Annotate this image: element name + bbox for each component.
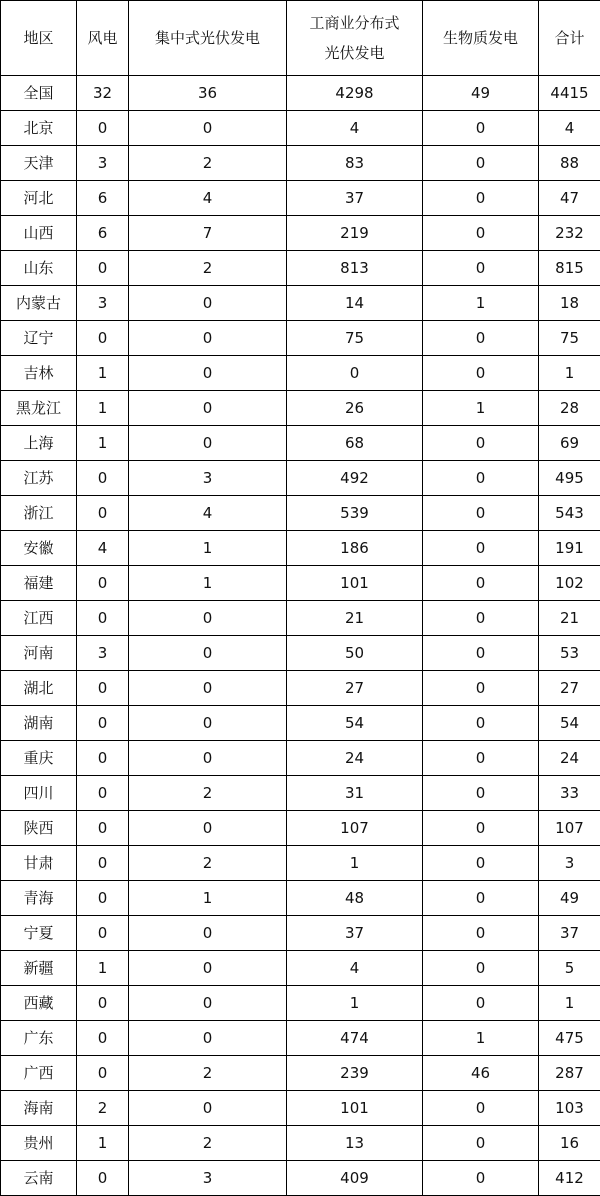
cell-wind: 0 — [77, 461, 129, 496]
table-row — [1, 741, 600, 776]
cell-total: 24 — [539, 741, 600, 776]
cell-distributed-pv: 54 — [287, 706, 423, 741]
table-header — [1, 1, 600, 76]
cell-distributed-pv: 14 — [287, 286, 423, 321]
table-row — [1, 601, 600, 636]
cell-distributed-pv: 1 — [287, 986, 423, 1021]
cell-distributed-pv: 37 — [287, 181, 423, 216]
cell-region: 全国 — [1, 76, 77, 111]
cell-distributed-pv: 75 — [287, 321, 423, 356]
cell-biomass: 0 — [423, 811, 539, 846]
cell-central-pv: 0 — [129, 426, 287, 461]
cell-central-pv: 2 — [129, 251, 287, 286]
cell-biomass: 0 — [423, 566, 539, 601]
cell-biomass: 0 — [423, 496, 539, 531]
cell-wind: 0 — [77, 741, 129, 776]
cell-total: 232 — [539, 216, 600, 251]
cell-total: 21 — [539, 601, 600, 636]
cell-total: 69 — [539, 426, 600, 461]
cell-total: 495 — [539, 461, 600, 496]
cell-total: 47 — [539, 181, 600, 216]
table-row — [1, 671, 600, 706]
table-row — [1, 496, 600, 531]
cell-wind: 0 — [77, 846, 129, 881]
cell-wind: 1 — [77, 951, 129, 986]
cell-biomass: 0 — [423, 531, 539, 566]
cell-wind: 0 — [77, 251, 129, 286]
cell-biomass: 0 — [423, 741, 539, 776]
cell-biomass: 49 — [423, 76, 539, 111]
cell-region: 山西 — [1, 216, 77, 251]
table-row — [1, 1021, 600, 1056]
cell-region: 北京 — [1, 111, 77, 146]
cell-wind: 4 — [77, 531, 129, 566]
cell-total: 103 — [539, 1091, 600, 1126]
cell-distributed-pv: 13 — [287, 1126, 423, 1161]
cell-total: 412 — [539, 1161, 600, 1196]
cell-region: 福建 — [1, 566, 77, 601]
header-region: 地区 — [1, 1, 77, 76]
cell-central-pv: 0 — [129, 601, 287, 636]
table-row — [1, 181, 600, 216]
cell-region: 河北 — [1, 181, 77, 216]
cell-region: 天津 — [1, 146, 77, 181]
cell-region: 河南 — [1, 636, 77, 671]
cell-central-pv: 4 — [129, 181, 287, 216]
cell-central-pv: 1 — [129, 531, 287, 566]
cell-distributed-pv: 4 — [287, 111, 423, 146]
cell-distributed-pv: 37 — [287, 916, 423, 951]
cell-biomass: 0 — [423, 251, 539, 286]
cell-biomass: 0 — [423, 706, 539, 741]
cell-total: 543 — [539, 496, 600, 531]
cell-wind: 0 — [77, 111, 129, 146]
cell-biomass: 0 — [423, 321, 539, 356]
cell-central-pv: 0 — [129, 986, 287, 1021]
table-row — [1, 846, 600, 881]
cell-wind: 0 — [77, 706, 129, 741]
cell-biomass: 0 — [423, 1126, 539, 1161]
cell-distributed-pv: 101 — [287, 1091, 423, 1126]
cell-region: 西藏 — [1, 986, 77, 1021]
cell-total: 75 — [539, 321, 600, 356]
cell-total: 475 — [539, 1021, 600, 1056]
cell-wind: 1 — [77, 426, 129, 461]
cell-wind: 0 — [77, 1021, 129, 1056]
cell-central-pv: 4 — [129, 496, 287, 531]
cell-biomass: 0 — [423, 1091, 539, 1126]
cell-region: 广东 — [1, 1021, 77, 1056]
cell-wind: 3 — [77, 636, 129, 671]
cell-total: 88 — [539, 146, 600, 181]
cell-total: 18 — [539, 286, 600, 321]
table-row — [1, 111, 600, 146]
cell-distributed-pv: 31 — [287, 776, 423, 811]
cell-biomass: 0 — [423, 776, 539, 811]
cell-region: 江西 — [1, 601, 77, 636]
cell-wind: 1 — [77, 356, 129, 391]
cell-region: 青海 — [1, 881, 77, 916]
header-biomass: 生物质发电 — [423, 1, 539, 76]
cell-region: 贵州 — [1, 1126, 77, 1161]
cell-wind: 0 — [77, 881, 129, 916]
cell-total: 107 — [539, 811, 600, 846]
header-wind: 风电 — [77, 1, 129, 76]
cell-central-pv: 0 — [129, 671, 287, 706]
cell-distributed-pv: 101 — [287, 566, 423, 601]
header-distributed-pv — [287, 1, 423, 76]
cell-central-pv: 0 — [129, 741, 287, 776]
cell-distributed-pv: 474 — [287, 1021, 423, 1056]
cell-region: 浙江 — [1, 496, 77, 531]
cell-region: 安徽 — [1, 531, 77, 566]
cell-region: 四川 — [1, 776, 77, 811]
cell-distributed-pv: 68 — [287, 426, 423, 461]
cell-central-pv: 0 — [129, 1021, 287, 1056]
table-row — [1, 1161, 600, 1196]
cell-wind: 1 — [77, 391, 129, 426]
cell-central-pv: 0 — [129, 706, 287, 741]
cell-wind: 1 — [77, 1126, 129, 1161]
table-row — [1, 881, 600, 916]
table-row — [1, 461, 600, 496]
cell-biomass: 0 — [423, 181, 539, 216]
cell-biomass: 0 — [423, 846, 539, 881]
cell-region: 广西 — [1, 1056, 77, 1091]
cell-wind: 0 — [77, 601, 129, 636]
header-central-pv: 集中式光伏发电 — [129, 1, 287, 76]
cell-central-pv: 2 — [129, 1126, 287, 1161]
cell-region: 吉林 — [1, 356, 77, 391]
cell-wind: 3 — [77, 146, 129, 181]
cell-biomass: 0 — [423, 461, 539, 496]
cell-distributed-pv: 21 — [287, 601, 423, 636]
table-row — [1, 146, 600, 181]
cell-wind: 0 — [77, 321, 129, 356]
cell-biomass: 0 — [423, 951, 539, 986]
cell-distributed-pv: 4298 — [287, 76, 423, 111]
cell-central-pv: 3 — [129, 461, 287, 496]
cell-wind: 0 — [77, 566, 129, 601]
header-distributed-pv-line2: 光伏发电 — [324, 44, 385, 62]
cell-wind: 0 — [77, 1056, 129, 1091]
table-row — [1, 216, 600, 251]
header-row — [1, 1, 600, 76]
cell-total: 27 — [539, 671, 600, 706]
cell-biomass: 0 — [423, 601, 539, 636]
table-row — [1, 391, 600, 426]
cell-distributed-pv: 492 — [287, 461, 423, 496]
cell-distributed-pv: 26 — [287, 391, 423, 426]
cell-region: 湖北 — [1, 671, 77, 706]
cell-distributed-pv: 4 — [287, 951, 423, 986]
cell-wind: 0 — [77, 811, 129, 846]
cell-biomass: 0 — [423, 356, 539, 391]
cell-central-pv: 0 — [129, 811, 287, 846]
cell-biomass: 0 — [423, 146, 539, 181]
cell-region: 江苏 — [1, 461, 77, 496]
table-row — [1, 531, 600, 566]
cell-wind: 6 — [77, 181, 129, 216]
cell-distributed-pv: 409 — [287, 1161, 423, 1196]
table-row — [1, 811, 600, 846]
cell-distributed-pv: 219 — [287, 216, 423, 251]
cell-biomass: 0 — [423, 426, 539, 461]
cell-biomass: 0 — [423, 671, 539, 706]
cell-distributed-pv: 813 — [287, 251, 423, 286]
cell-central-pv: 1 — [129, 566, 287, 601]
cell-region: 甘肃 — [1, 846, 77, 881]
table-row — [1, 426, 600, 461]
table-row — [1, 1126, 600, 1161]
cell-region: 新疆 — [1, 951, 77, 986]
cell-region: 上海 — [1, 426, 77, 461]
cell-total: 191 — [539, 531, 600, 566]
cell-wind: 0 — [77, 671, 129, 706]
cell-biomass: 46 — [423, 1056, 539, 1091]
cell-biomass: 1 — [423, 1021, 539, 1056]
cell-central-pv: 0 — [129, 1091, 287, 1126]
table-row — [1, 636, 600, 671]
cell-central-pv: 2 — [129, 776, 287, 811]
cell-distributed-pv: 48 — [287, 881, 423, 916]
cell-biomass: 1 — [423, 391, 539, 426]
cell-total: 287 — [539, 1056, 600, 1091]
table-row — [1, 76, 600, 111]
cell-region: 湖南 — [1, 706, 77, 741]
cell-central-pv: 0 — [129, 111, 287, 146]
cell-central-pv: 0 — [129, 321, 287, 356]
cell-region: 黑龙江 — [1, 391, 77, 426]
cell-biomass: 0 — [423, 111, 539, 146]
cell-region: 陕西 — [1, 811, 77, 846]
header-distributed-pv-line1: 工商业分布式 — [309, 14, 400, 32]
cell-wind: 0 — [77, 986, 129, 1021]
cell-distributed-pv: 239 — [287, 1056, 423, 1091]
table-row — [1, 1056, 600, 1091]
table-row — [1, 951, 600, 986]
cell-total: 28 — [539, 391, 600, 426]
cell-biomass: 0 — [423, 1161, 539, 1196]
table-row — [1, 321, 600, 356]
cell-wind: 0 — [77, 916, 129, 951]
cell-central-pv: 36 — [129, 76, 287, 111]
cell-total: 33 — [539, 776, 600, 811]
cell-distributed-pv: 24 — [287, 741, 423, 776]
table-row — [1, 1091, 600, 1126]
table-row — [1, 706, 600, 741]
cell-total: 16 — [539, 1126, 600, 1161]
cell-total: 3 — [539, 846, 600, 881]
table-row — [1, 251, 600, 286]
cell-wind: 0 — [77, 776, 129, 811]
cell-total: 815 — [539, 251, 600, 286]
cell-central-pv: 0 — [129, 636, 287, 671]
cell-wind: 32 — [77, 76, 129, 111]
cell-total: 102 — [539, 566, 600, 601]
cell-region: 海南 — [1, 1091, 77, 1126]
table-row — [1, 566, 600, 601]
cell-central-pv: 2 — [129, 846, 287, 881]
cell-biomass: 0 — [423, 636, 539, 671]
cell-distributed-pv: 186 — [287, 531, 423, 566]
table-row — [1, 286, 600, 321]
cell-distributed-pv: 83 — [287, 146, 423, 181]
cell-total: 4 — [539, 111, 600, 146]
cell-central-pv: 0 — [129, 356, 287, 391]
cell-region: 内蒙古 — [1, 286, 77, 321]
cell-distributed-pv: 1 — [287, 846, 423, 881]
cell-distributed-pv: 539 — [287, 496, 423, 531]
table-row — [1, 776, 600, 811]
cell-central-pv: 0 — [129, 286, 287, 321]
cell-wind: 6 — [77, 216, 129, 251]
cell-biomass: 0 — [423, 216, 539, 251]
cell-central-pv: 0 — [129, 391, 287, 426]
cell-total: 37 — [539, 916, 600, 951]
cell-central-pv: 0 — [129, 951, 287, 986]
cell-wind: 0 — [77, 496, 129, 531]
cell-total: 5 — [539, 951, 600, 986]
cell-total: 53 — [539, 636, 600, 671]
table-row — [1, 916, 600, 951]
cell-central-pv: 7 — [129, 216, 287, 251]
cell-distributed-pv: 0 — [287, 356, 423, 391]
cell-total: 1 — [539, 356, 600, 391]
cell-distributed-pv: 107 — [287, 811, 423, 846]
cell-central-pv: 2 — [129, 146, 287, 181]
cell-distributed-pv: 50 — [287, 636, 423, 671]
header-total: 合计 — [539, 1, 600, 76]
table-row — [1, 356, 600, 391]
table-body — [1, 76, 600, 1196]
cell-biomass: 0 — [423, 986, 539, 1021]
cell-total: 1 — [539, 986, 600, 1021]
cell-region: 云南 — [1, 1161, 77, 1196]
cell-wind: 2 — [77, 1091, 129, 1126]
cell-biomass: 0 — [423, 881, 539, 916]
cell-biomass: 0 — [423, 916, 539, 951]
cell-biomass: 1 — [423, 286, 539, 321]
cell-total: 4415 — [539, 76, 600, 111]
table-row — [1, 986, 600, 1021]
cell-wind: 0 — [77, 1161, 129, 1196]
cell-region: 宁夏 — [1, 916, 77, 951]
cell-total: 54 — [539, 706, 600, 741]
cell-central-pv: 3 — [129, 1161, 287, 1196]
cell-region: 重庆 — [1, 741, 77, 776]
cell-distributed-pv: 27 — [287, 671, 423, 706]
cell-central-pv: 0 — [129, 916, 287, 951]
cell-region: 山东 — [1, 251, 77, 286]
cell-region: 辽宁 — [1, 321, 77, 356]
cell-central-pv: 1 — [129, 881, 287, 916]
cell-wind: 3 — [77, 286, 129, 321]
cell-total: 49 — [539, 881, 600, 916]
cell-central-pv: 2 — [129, 1056, 287, 1091]
